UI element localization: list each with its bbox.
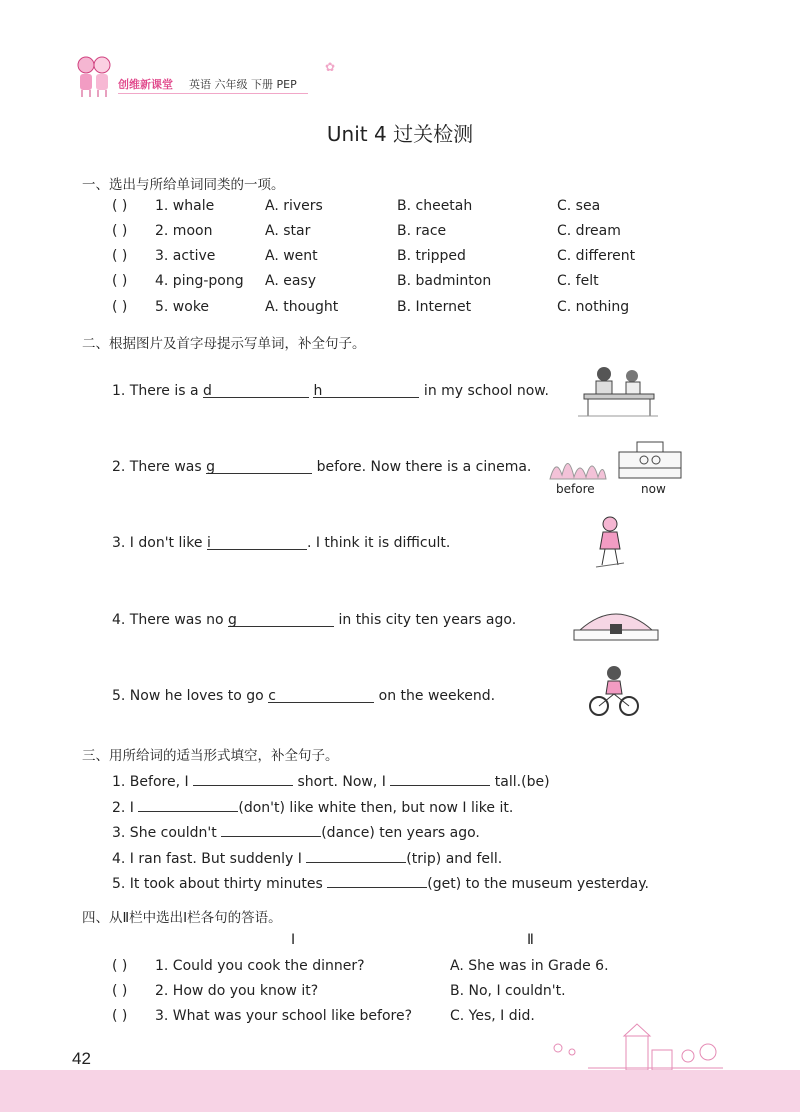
- s1-option-a-2: A. star: [265, 223, 311, 239]
- s2-blank-3[interactable]: [207, 535, 307, 550]
- s4-question-2: 2. How do you know it?: [155, 983, 319, 999]
- s3-sentence-1: [112, 771, 550, 790]
- s2-hint-2: g: [206, 459, 216, 475]
- s1-question-4: 4. ping-pong: [155, 273, 244, 289]
- s2-sentence-1: [112, 383, 549, 399]
- s3-sentence-5: [112, 873, 649, 892]
- s2-blank-2[interactable]: [206, 459, 312, 474]
- s3-post-5: (get) to the museum yesterday.: [427, 876, 649, 892]
- s1-option-b-2: B. race: [397, 223, 447, 239]
- s2-hint-1a: d: [203, 383, 212, 399]
- s1-bracket-4[interactable]: ( ): [112, 273, 128, 289]
- kids-logo: [70, 50, 120, 100]
- page-number: 42: [72, 1049, 91, 1068]
- s2-post-5: on the weekend.: [374, 688, 496, 704]
- s3-pre-5: 5. It took about thirty minutes: [112, 876, 328, 892]
- s1-option-c-5: C. nothing: [557, 299, 630, 315]
- s4-bracket-1[interactable]: ( ): [112, 958, 128, 974]
- s2-pre-4: 4. There was no: [112, 612, 229, 628]
- s1-option-b-3: B. tripped: [397, 248, 466, 264]
- dining-hall-picture: [574, 364, 660, 424]
- s1-question-2: 2. moon: [155, 223, 213, 239]
- s1-question-1: 1. whale: [155, 198, 215, 214]
- s2-post-4: in this city ten years ago.: [334, 612, 517, 628]
- s2-pre-2: 2. There was: [112, 459, 207, 475]
- header-divider: [118, 93, 308, 94]
- s2-pre-3: 3. I don't like: [112, 535, 207, 551]
- s4-answer-c: C. Yes, I did.: [450, 1008, 535, 1024]
- s2-hint-4: g: [228, 612, 237, 628]
- brand-name: 创维新课堂: [118, 78, 173, 91]
- s1-option-c-1: C. sea: [557, 198, 601, 214]
- s1-option-b-4: B. badminton: [397, 273, 492, 289]
- s3-pre-2: 2. I: [112, 800, 139, 816]
- cinema-now-picture: [617, 440, 683, 484]
- s3-post-3: (dance) ten years ago.: [321, 825, 480, 841]
- s2-post-2: before. Now there is a cinema.: [312, 459, 532, 475]
- column-2-header: Ⅱ: [527, 932, 534, 948]
- s1-bracket-3[interactable]: ( ): [112, 248, 128, 264]
- gym-building-picture: [572, 600, 660, 646]
- s2-blank-5[interactable]: [268, 688, 374, 703]
- s3-pre-3: 3. She couldn't: [112, 825, 222, 841]
- section2-heading: 二、根据图片及首字母提示写单词，补全句子。: [82, 336, 366, 352]
- s1-option-a-4: A. easy: [265, 273, 317, 289]
- s2-hint-5: c: [268, 688, 276, 704]
- s2-blank-4[interactable]: [228, 612, 334, 627]
- castle-decoration: [548, 1022, 728, 1074]
- s3-blank-3[interactable]: [221, 822, 321, 837]
- s3-blank-4[interactable]: [306, 848, 406, 863]
- s4-answer-a: A. She was in Grade 6.: [450, 958, 609, 974]
- column-1-header: Ⅰ: [291, 932, 296, 948]
- ice-skating-girl-picture: [590, 515, 630, 577]
- s4-question-1: 1. Could you cook the dinner?: [155, 958, 365, 974]
- s3-blank-1a[interactable]: [193, 771, 293, 786]
- flower-icon: ✿: [325, 60, 336, 74]
- s4-bracket-2[interactable]: ( ): [112, 983, 128, 999]
- s4-answer-b: B. No, I couldn't.: [450, 983, 566, 999]
- s2-pre-1: 1. There is a: [112, 383, 204, 399]
- s4-bracket-3[interactable]: ( ): [112, 1008, 128, 1024]
- s3-post-1: tall.(be): [490, 774, 550, 790]
- s3-pre-1: 1. Before, I: [112, 774, 194, 790]
- s1-option-a-1: A. rivers: [265, 198, 323, 214]
- s3-blank-1b[interactable]: [390, 771, 490, 786]
- s1-bracket-1[interactable]: ( ): [112, 198, 128, 214]
- section3-heading: 三、用所给词的适当形式填空，补全句子。: [82, 748, 339, 764]
- s2-sentence-3: [112, 535, 450, 551]
- s2-blank-1a[interactable]: [203, 383, 309, 398]
- s3-post-4: (trip) and fell.: [406, 851, 503, 867]
- section1-heading: 一、选出与所给单词同类的一项。: [82, 177, 285, 193]
- s4-question-3: 3. What was your school like before?: [155, 1008, 413, 1024]
- section4-heading: 四、从Ⅱ栏中选出Ⅰ栏各句的答语。: [82, 910, 282, 926]
- s3-mid-1: short. Now, I: [293, 774, 391, 790]
- page-title: Unit 4 过关检测: [326, 122, 474, 146]
- s1-option-c-3: C. different: [557, 248, 636, 264]
- s2-hint-3: i: [206, 535, 211, 551]
- caption-before: before: [556, 482, 595, 496]
- s3-post-2: (don't) like white then, but now I like it.: [238, 800, 514, 816]
- s1-option-a-5: A. thought: [265, 299, 339, 315]
- s2-post-3: . I think it is difficult.: [306, 535, 451, 551]
- footer-band: [0, 1070, 800, 1112]
- s2-sentence-5: [112, 688, 495, 704]
- s1-bracket-5[interactable]: ( ): [112, 299, 128, 315]
- s1-option-c-2: C. dream: [557, 223, 621, 239]
- s2-sentence-2: [112, 459, 531, 475]
- s1-bracket-2[interactable]: ( ): [112, 223, 128, 239]
- s3-pre-4: 4. I ran fast. But suddenly I: [112, 851, 307, 867]
- caption-now: now: [641, 482, 666, 496]
- s2-blank-1b[interactable]: [313, 383, 419, 398]
- grass-before-picture: [548, 447, 608, 485]
- s3-blank-5[interactable]: [327, 873, 427, 888]
- s3-sentence-3: [112, 822, 480, 841]
- s1-option-b-5: B. Internet: [397, 299, 472, 315]
- s1-question-5: 5. woke: [155, 299, 210, 315]
- s3-sentence-4: [112, 848, 502, 867]
- s2-hint-1b: h: [313, 383, 323, 399]
- s1-option-c-4: C. felt: [557, 273, 599, 289]
- s1-option-b-1: B. cheetah: [397, 198, 473, 214]
- s1-option-a-3: A. went: [265, 248, 318, 264]
- subject-info: 英语 六年级 下册 PEP: [189, 78, 297, 91]
- s2-sentence-4: [112, 612, 516, 628]
- s1-question-3: 3. active: [155, 248, 216, 264]
- s3-blank-2[interactable]: [138, 797, 238, 812]
- s2-pre-5: 5. Now he loves to go: [112, 688, 269, 704]
- s3-sentence-2: [112, 797, 513, 816]
- cycling-boy-picture: [588, 664, 640, 722]
- s2-post-1: in my school now.: [419, 383, 549, 399]
